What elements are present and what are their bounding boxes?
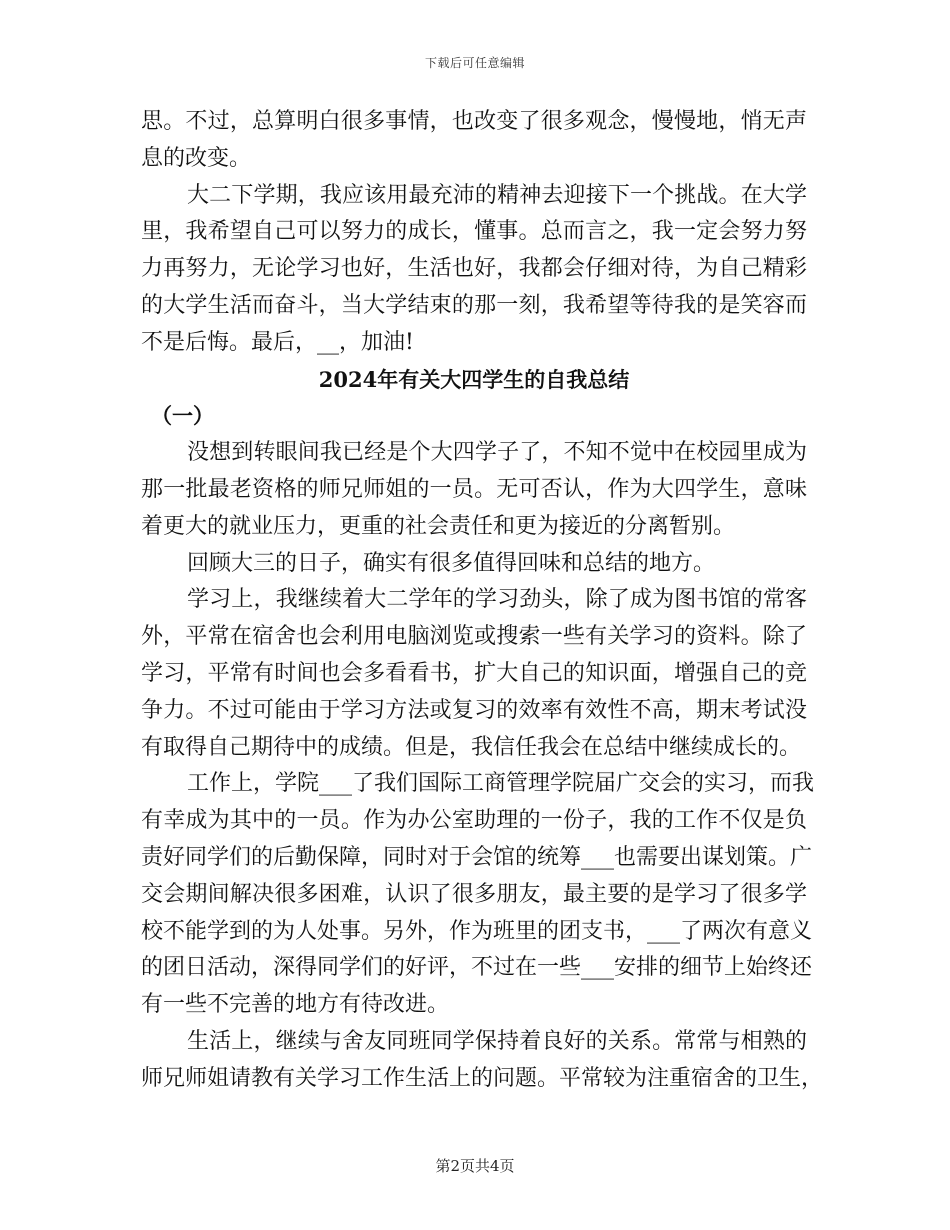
- text-line: 力再努力，无论学习也好，生活也好，我都会仔细对待，为自己精彩: [141, 256, 807, 282]
- text-line: 没想到转眼间我已经是个大四学子了，不知不觉中在校园里成为: [187, 440, 807, 466]
- text-line: 工作上，学院___了我们国际工商管理学院届广交会的实习，而我: [187, 771, 815, 797]
- text-line: 那一批最老资格的师兄师姐的一员。无可否认，作为大四学生，意味: [141, 476, 807, 502]
- text-line: 生活上，继续与舍友同班同学保持着良好的关系。常常与相熟的: [187, 1028, 807, 1054]
- text-line: 着更大的就业压力，更重的社会责任和更为接近的分离暂别。: [141, 513, 736, 539]
- text-line: 责好同学们的后勤保障，同时对于会馆的统筹___也需要出谋划策。广: [141, 844, 813, 870]
- text-line: 有一些不完善的地方有待改进。: [141, 992, 450, 1018]
- text-line: 的大学生活而奋斗，当大学结束的那一刻，我希望等待我的是笑容而: [141, 292, 807, 318]
- text-line: 不是后悔。最后，__，加油!: [141, 329, 414, 355]
- document-body: [141, 104, 824, 1098]
- text-line: 思。不过，总算明白很多事情，也改变了很多观念，慢慢地，悄无声: [141, 109, 807, 134]
- page-header: 下载后可任意编辑: [424, 56, 525, 70]
- text-line: 外，平常在宿舍也会利用电脑浏览或搜索一些有关学习的资料。除了: [141, 624, 807, 650]
- text-line: 师兄师姐请教有关学习工作生活上的问题。平常较为注重宿舍的卫生，: [141, 1065, 824, 1091]
- text-line: 回顾大三的日子，确实有很多值得回味和总结的地方。: [187, 550, 716, 576]
- text-line: 交会期间解决很多困难，认识了很多朋友，最主要的是学习了很多学: [141, 881, 807, 907]
- text-line: 大二下学期，我应该用最充沛的精神去迎接下一个挑战。在大学: [187, 182, 807, 208]
- text-line: 有取得自己期待中的成绩。但是，我信任我会在总结中继续成长的。: [141, 734, 802, 760]
- page-footer: 第2页共4页: [435, 1157, 515, 1175]
- text-line: 里，我希望自己可以努力的成长，懂事。总而言之，我一定会努力努: [141, 219, 807, 245]
- text-line: 学习，平常有时间也会多看看书，扩大自己的知识面，增强自己的竞: [141, 660, 807, 686]
- section-subheading: （一）: [151, 403, 214, 429]
- text-line: 校不能学到的为人处事。另外，作为班里的团支书，___了两次有意义: [141, 918, 813, 944]
- text-line: 学习上，我继续着大二学年的学习劲头，除了成为图书馆的常客: [187, 587, 807, 613]
- text-line: 息的改变。: [141, 145, 252, 171]
- section-title: 2024年有关大四学生的自我总结: [318, 366, 630, 392]
- text-line: 的团日活动，深得同学们的好评，不过在一些___安排的细节上始终还: [141, 955, 813, 981]
- text-line: 有幸成为其中的一员。作为办公室助理的一份子，我的工作不仅是负: [141, 808, 807, 834]
- text-line: 争力。不过可能由于学习方法或复习的效率有效性不高，期末考试没: [141, 697, 807, 723]
